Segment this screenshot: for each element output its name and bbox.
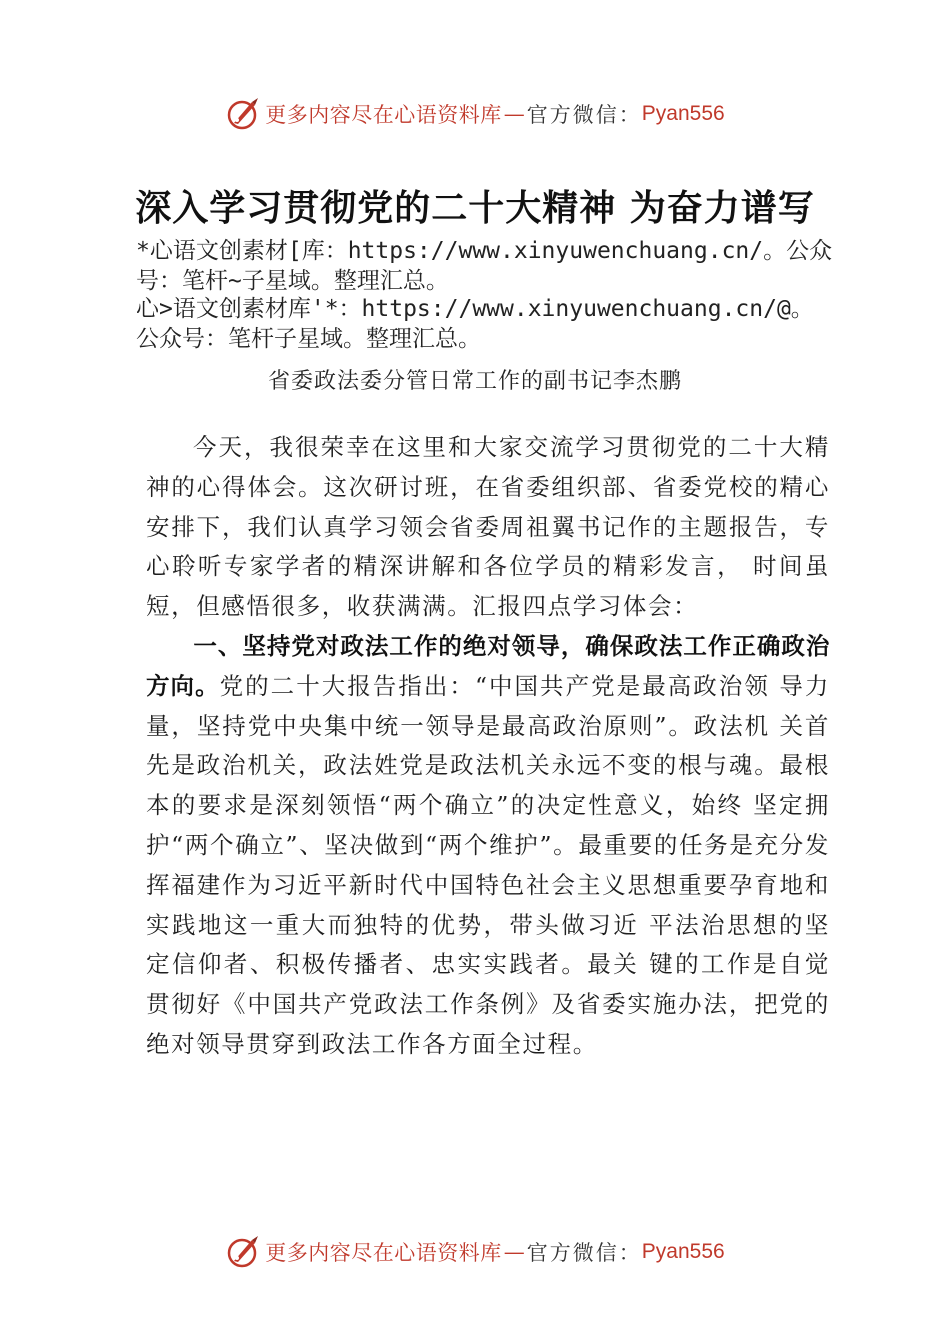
footer-brand-text: 更多内容尽在心语资料库 bbox=[265, 1241, 502, 1265]
author-line: 省委政法委分管日常工作的副书记李杰鹏 bbox=[267, 369, 682, 394]
banner-wechat-id: Pyan556 bbox=[641, 102, 725, 125]
section-1-heading: 一、坚持党对政法工作的绝对领导，确保政法工作正确政治方向。 bbox=[146, 632, 830, 700]
section-1-body: 党的二十大报告指出：“中国共产党是最高政治领 导力量，坚持党中央集中统一领导是最高政治原则”。政法机 关首先是政治机关，政法姓党是政法机关永远不变的根与魂。最根本的要求是深刻领悟“两个确立”的决定性意义，始终 坚定拥护“两个确立”、坚决做到“两个维护”。最重要的任务是充分发挥福建作为习近平新时代中国特色社会主义思想重要孕育地和实践地这一重大而独特的优势，带头做习近 平法治思想的坚定信仰者、积极传播者、忠实实践者。最关 键的工作是自觉贯彻好《中国共产党政法工作条例》及省委实施办法，把党的绝对领导贯穿到政法工作各方面全过程。 bbox=[146, 671, 830, 1058]
paragraph-intro: 今天，我很荣幸在这里和大家交流学习贯彻党的二十大精神的心得体会。这次研讨班，在省委组织部、省委党校的精心安排下，我们认真学习领会省委周祖翼书记作的主题报告，专心聆听专家学者的精深讲解和各位学员的精彩发言， 时间虽短，但感悟很多，收获满满。汇报四点学习体会： bbox=[146, 433, 830, 621]
document-title: 深入学习贯彻党的二十大精神 为奋力谱写 bbox=[135, 187, 815, 229]
watermark-line-1: *心语文创素材[库：https://www.xinyuwenchuang.cn/。公众号：笔杆~子星域。整理汇总。 bbox=[136, 238, 833, 294]
footer-banner bbox=[0, 1230, 950, 1274]
banner-brand-text: 更多内容尽在心语资料库 bbox=[265, 103, 502, 127]
footer-official-label: 官方微信： bbox=[526, 1241, 642, 1265]
header-banner bbox=[0, 92, 950, 136]
footer-dash: — bbox=[503, 1240, 525, 1264]
paragraph-section-1 bbox=[146, 627, 830, 1065]
quill-logo-icon bbox=[225, 1234, 261, 1270]
banner-official-label: 官方微信： bbox=[526, 103, 642, 127]
banner-dash: — bbox=[503, 102, 525, 126]
watermark-line-2: 心>语文创素材库'*：https://www.xinyuwenchuang.cn/@。公众号：笔杆子星域。整理汇总。 bbox=[136, 296, 814, 352]
quill-logo-icon bbox=[225, 96, 261, 132]
footer-wechat-id: Pyan556 bbox=[641, 1240, 725, 1263]
